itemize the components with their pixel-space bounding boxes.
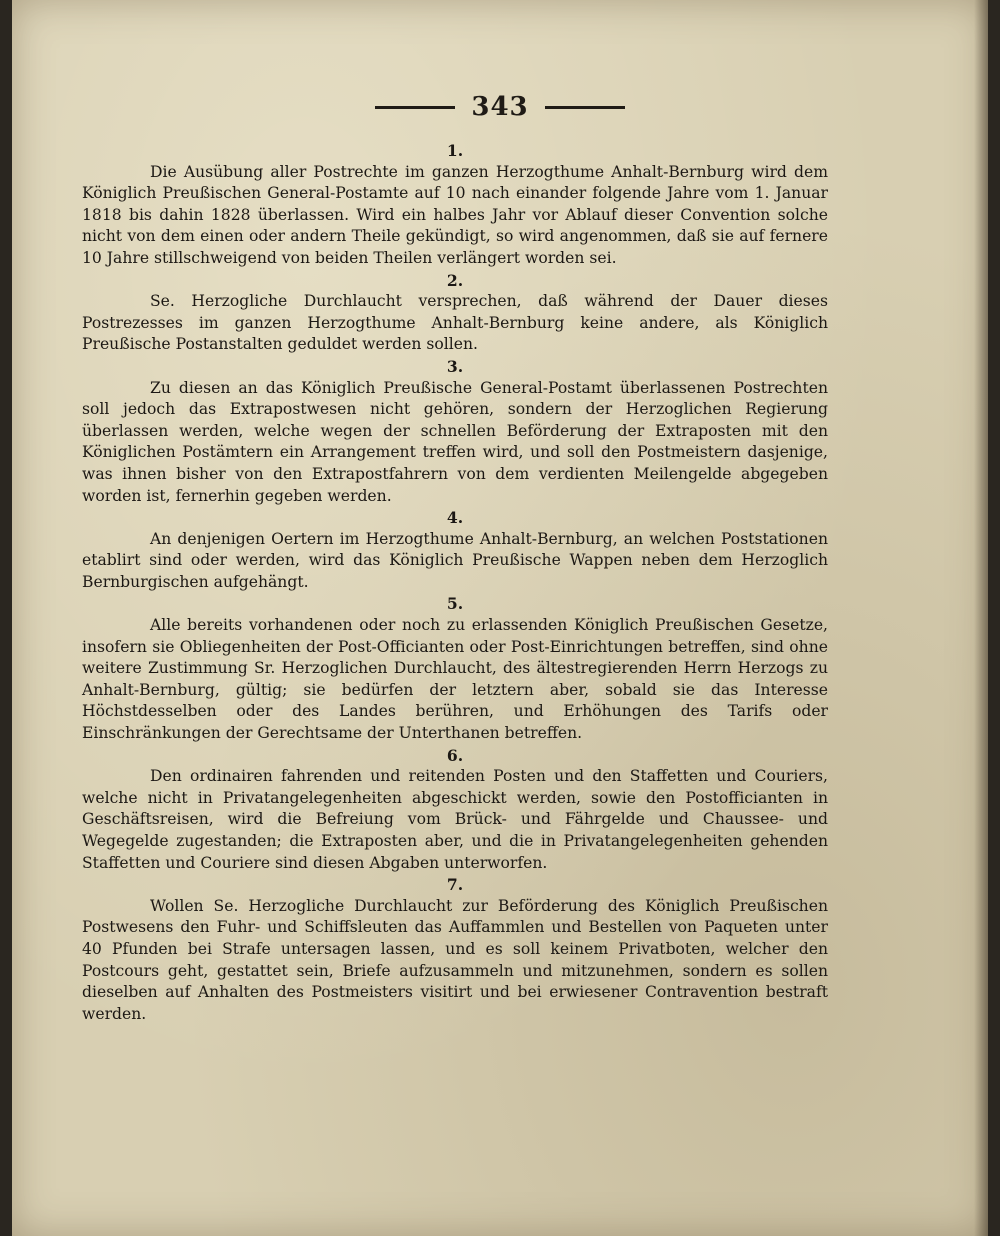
section-paragraph: An denjenigen Oertern im Herzogthume Anhalt-Bernburg, an welchen Poststationen etablirt sind oder werden, wird das Königlich Preußische Wappen neben dem Herzoglich Bernburgischen aufgehängt.: [82, 529, 828, 591]
section-number: 5.: [446, 594, 464, 614]
section-paragraph: Den ordinairen fahrenden und reitenden Posten und den Staffetten und Couriers, welche nicht in Privatangelegenheiten abgeschickt werden, sowie den Postofficianten in Geschäftsreisen, wird die Befreiung vom Brück- und Fährgelde und Chaussee- und Wegegelde zugestanden; die Extraposten aber, und die in Privatangelegenheiten gehenden Staffetten und Couriere sind diesen Abgaben unterworfen.: [82, 767, 828, 872]
document-body: [82, 140, 828, 1025]
section-3: [82, 356, 828, 507]
section-paragraph: Wollen Se. Herzogliche Durchlaucht zur Beförderung des Königlich Preußischen Postwesens den Fuhr- und Schiffsleuten das Auffammlen und Bestellen von Paqueten unter 40 Pfunden bei Strafe untersagen lassen, und es soll keinem Privatboten, welcher den Postcours geht, gestattet sein, Briefe aufzusammeln und mitzunehmen, sondern es sollen dieselben auf Anhalten des Postmeisters visitirt und bei erwiesener Contravention bestraft werden.: [82, 896, 828, 1023]
page-edge-shadow: [974, 0, 988, 1236]
section-5: [82, 593, 828, 744]
section-number: 6.: [446, 745, 464, 765]
section-number: 4.: [446, 508, 464, 528]
section-number: 3.: [446, 356, 464, 376]
section-number: 1.: [446, 141, 464, 160]
section-number: 7.: [446, 875, 464, 895]
section-2: [82, 270, 828, 356]
section-7: [82, 874, 828, 1025]
section-paragraph: Alle bereits vorhandenen oder noch zu erlassenden Königlich Preußischen Gesetze, insofern sie Obliegenheiten der Post-Officianten oder Post-Einrichtungen betreffen, sind ohne weitere Zustimmung Sr. Herzoglichen Durchlaucht, des ältestregierenden Herrn Herzogs zu Anhalt-Bernburg, gültig; sie bedürfen der letztern aber, sobald sie das Interesse Höchstdesselben oder des Landes berühren, und Erhöhungen des Tarifs oder Einschränkungen der Gerechtsame der Unterthanen betreffen.: [82, 616, 828, 743]
header-rule-left: [375, 106, 455, 109]
page-header: [12, 92, 988, 122]
section-4: [82, 507, 828, 593]
header-rule-right: [545, 106, 625, 109]
section-paragraph: Die Ausübung aller Postrechte im ganzen Herzogthume Anhalt-Bernburg wird dem Königlich Preußischen General-Postamte auf 10 nach einander folgende Jahre vom 1. Januar 1818 bis dahin 1828 überlassen. Wird ein halbes Jahr vor Ablauf dieser Convention solche nicht von dem einen oder andern Theile gekündigt, so wird angenommen, daß sie auf fernere 10 Jahre stillschweigend von beiden Theilen verlängert worden sei.: [82, 162, 828, 267]
page-number: 343: [471, 92, 529, 122]
section-paragraph: Se. Herzogliche Durchlaucht versprechen, daß während der Dauer dieses Postrezesses im ganzen Herzogthume Anhalt-Bernburg keine andere, als Königlich Preußische Postanstalten geduldet werden sollen.: [82, 292, 828, 354]
section-6: [82, 745, 828, 875]
section-number: 2.: [446, 270, 464, 290]
section-1: [82, 140, 828, 270]
document-page: [12, 0, 988, 1236]
section-paragraph: Zu diesen an das Königlich Preußische General-Postamt überlassenen Postrechten soll jedoch das Extrapostwesen nicht gehören, sondern der Herzoglichen Regierung überlassen werden, welche wegen der schnellen Beförderung der Extraposten mit den Königlichen Postämtern ein Arrangement treffen wird, und soll den Postmeistern dasjenige, was ihnen bisher von den Extrapostfahrern von dem verdienten Meilengelde abgegeben worden ist, fernerhin gegeben werden.: [82, 378, 828, 505]
